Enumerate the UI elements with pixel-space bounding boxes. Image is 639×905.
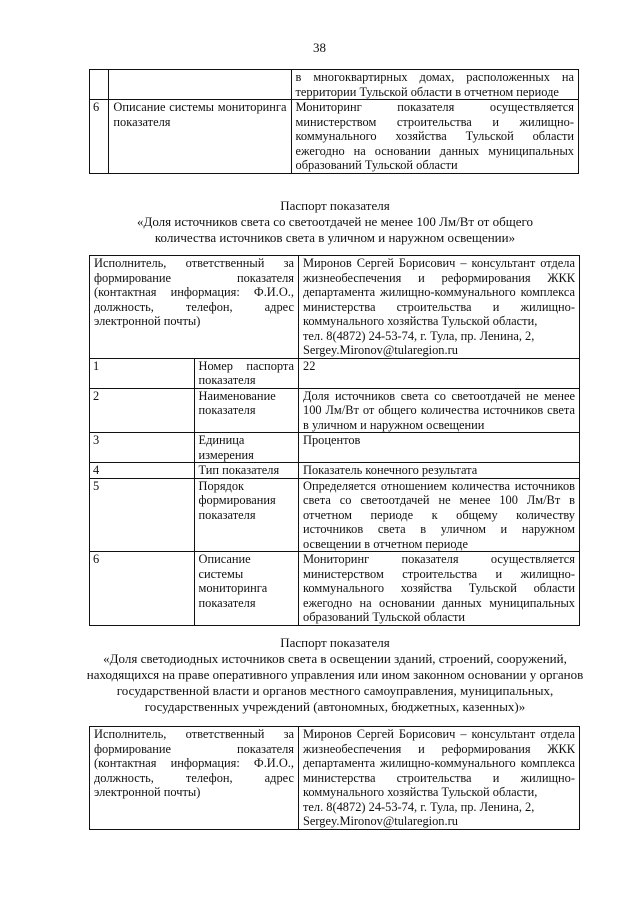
passport-table: [89, 726, 580, 830]
row-number: 6: [90, 552, 195, 626]
passport-heading: Паспорт показателя «Доля источников света со светоотдачей не менее 100 Лм/Вт от общего количества источников света в уличном и наружном освещении»: [60, 198, 610, 246]
row-name: Единица измерения: [194, 433, 299, 463]
table-row: [90, 478, 580, 552]
table-row: [90, 388, 580, 433]
passport-subtitle-line: государственных учреждений (автономных, бюджетных, казенных)»: [144, 699, 526, 714]
table-row: [90, 433, 580, 463]
row-name: Описание системы мониторинга показателя: [109, 100, 291, 174]
contact-value: Миронов Сергей Борисович – консультант отдела жизнеобеспечения и реформирования ЖКК департамента жилищно-коммунального комплекса министерства строительства и жилищно-коммунального хозяйства Тульской области, тел. 8(4872) 24-53-74, г. Тула, пр. Ленина, 2, Sergey.Mironov@tularegion.ru: [299, 256, 580, 359]
row-value: Доля источников света со светоотдачей не менее 100 Лм/Вт от общего количества источников света в уличном и наружном освещении: [299, 388, 580, 433]
row-number: 1: [90, 358, 195, 388]
contact-email: Sergey.Mironov@tularegion.ru: [303, 343, 458, 357]
passport-subtitle-line: находящихся на праве оперативного управления или ином законном основании у органов: [86, 667, 584, 682]
row-number: [90, 70, 109, 100]
contact-value: Миронов Сергей Борисович – консультант отдела жизнеобеспечения и реформирования ЖКК департамента жилищно-коммунального комплекса министерства строительства и жилищно-коммунального хозяйства Тульской области, тел. 8(4872) 24-53-74, г. Тула, пр. Ленина, 2, Sergey.Mironov@tularegion.ru: [299, 727, 580, 830]
row-value: Показатель конечного результата: [299, 463, 580, 479]
passport-subtitle-line: «Доля источников света со светоотдачей не менее 100 Лм/Вт от общего: [136, 214, 533, 229]
row-name: Тип показателя: [194, 463, 299, 479]
table-row: [90, 463, 580, 479]
row-value: Мониторинг показателя осуществляется министерством строительства и жилищно-коммунального хозяйства Тульской области ежегодно на основании данных муниципальных образований Тульской области: [299, 552, 580, 626]
row-number: 2: [90, 388, 195, 433]
table-row: [90, 727, 580, 830]
contact-phone: тел. 8(4872) 24-53-74, г. Тула, пр. Ленина, 2,: [303, 328, 535, 343]
contact-email: Sergey.Mironov@tularegion.ru: [303, 814, 458, 828]
passport-heading: Паспорт показателя «Доля светодиодных источников света в освещении зданий, строений, сооружений, находящихся на праве оперативного управления или ином законном основании у органов государственной власти и органов местного самоуправления, муниципальных, государственных учреждений (автономных, бюджетных, казенных)»: [60, 635, 610, 715]
passport-subtitle-line: «Доля светодиодных источников света в освещении зданий, строений, сооружений,: [103, 651, 567, 666]
row-value: 22: [299, 358, 580, 388]
row-value: Процентов: [299, 433, 580, 463]
row-name: Описание системы мониторинга показателя: [194, 552, 299, 626]
row-value: в многоквартирных домах, расположенных на территории Тульской области в отчетном периоде: [291, 70, 578, 100]
table-row: [90, 100, 579, 174]
passport-table: [89, 255, 580, 626]
table-row: [90, 552, 580, 626]
row-name: [109, 70, 291, 100]
contact-label: Исполнитель, ответственный за формирование показателя (контактная информация: Ф.И.О., должность, телефон, адрес электронной почты): [90, 256, 299, 359]
row-number: 6: [90, 100, 109, 174]
row-name: Номер паспорта показателя: [194, 358, 299, 388]
table-row: [90, 256, 580, 359]
page-number: 38: [313, 40, 326, 55]
row-value: Определяется отношением количества источников света со светоотдачей не менее 100 Лм/Вт в отчетном периоде к общему количеству источников света в уличном и наружном освещении в отчетном периоде: [299, 478, 580, 552]
row-number: 4: [90, 463, 195, 479]
contact-phone: тел. 8(4872) 24-53-74, г. Тула, пр. Ленина, 2,: [303, 799, 535, 814]
row-name: Порядок формирования показателя: [194, 478, 299, 552]
row-name: Наименование показателя: [194, 388, 299, 433]
row-number: 5: [90, 478, 195, 552]
row-value: Мониторинг показателя осуществляется министерством строительства и жилищно-коммунального хозяйства Тульской области ежегодно на основании данных муниципальных образований Тульской области: [291, 100, 578, 174]
passport-subtitle-line: государственной власти и органов местного самоуправления, муниципальных,: [116, 683, 554, 698]
passport-subtitle-line: количества источников света в уличном и наружном освещении»: [154, 230, 516, 245]
indicator-table-continued: [89, 69, 579, 174]
contact-label: Исполнитель, ответственный за формирование показателя (контактная информация: Ф.И.О., должность, телефон, адрес электронной почты): [90, 727, 299, 830]
table-row: [90, 70, 579, 100]
table-row: [90, 358, 580, 388]
row-number: 3: [90, 433, 195, 463]
